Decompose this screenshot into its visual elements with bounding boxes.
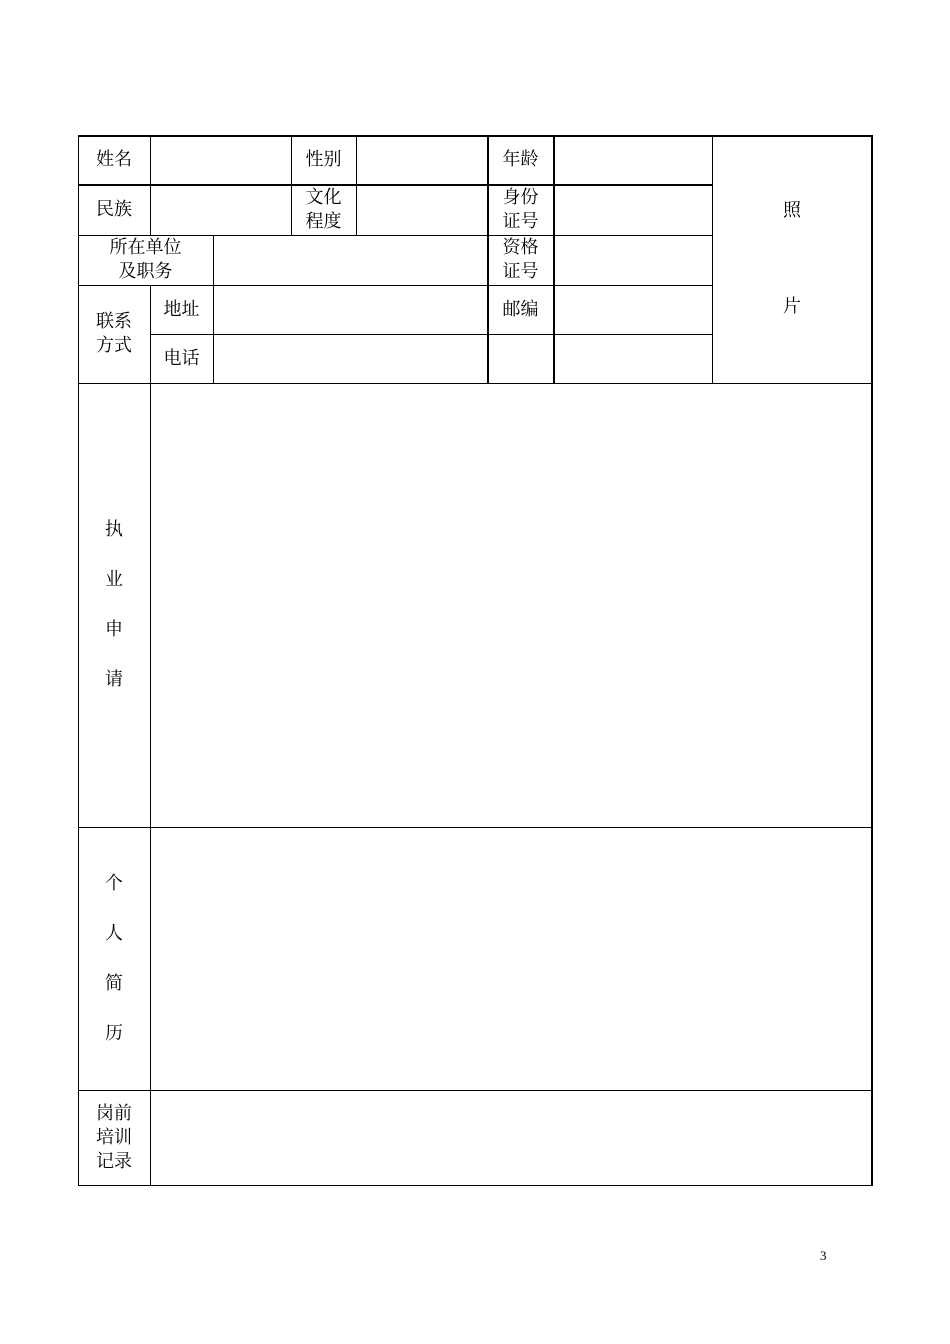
border-right: [871, 135, 873, 1186]
id-number-field[interactable]: [555, 186, 712, 235]
photo-area[interactable]: [713, 137, 871, 383]
name-field[interactable]: [151, 137, 291, 184]
address-label: 地址: [163, 298, 200, 320]
pre-job-training-label: 岗前 培训 记录: [96, 1102, 132, 1172]
employer-position-label: 所在单位 及职务: [109, 237, 182, 282]
ethnicity-label: 民族: [96, 199, 132, 220]
practice-application-label: 执 业 申 请: [105, 519, 123, 690]
gender-field[interactable]: [357, 137, 487, 184]
certificate-number-label: 资格 证号: [502, 237, 539, 282]
postcode-label: 邮编: [502, 298, 539, 320]
employer-position-field[interactable]: [214, 236, 487, 285]
pre-job-training-field[interactable]: [151, 1091, 871, 1185]
postcode-field[interactable]: [555, 286, 712, 334]
border-bottom: [78, 1185, 873, 1186]
practice-application-field[interactable]: [151, 384, 871, 827]
phone-label: 电话: [163, 347, 200, 369]
address-field[interactable]: [214, 286, 487, 334]
name-label: 姓名: [96, 148, 132, 170]
phone-field[interactable]: [214, 335, 487, 383]
resume-label: 个 人 简 历: [105, 872, 123, 1044]
education-field[interactable]: [357, 186, 487, 235]
age-field[interactable]: [555, 137, 712, 184]
education-label: 文化 程度: [305, 187, 342, 232]
photo-label: 照 片: [783, 200, 801, 317]
page-number: 3: [820, 1248, 827, 1263]
gender-label: 性别: [305, 148, 342, 170]
practice-application-form: [78, 135, 873, 1186]
certificate-number-field[interactable]: [555, 236, 712, 285]
id-number-label: 身份 证号: [502, 187, 539, 232]
age-label: 年龄: [502, 148, 539, 170]
contact-label: 联系 方式: [96, 311, 132, 356]
ethnicity-field[interactable]: [151, 186, 291, 235]
resume-field[interactable]: [151, 828, 871, 1090]
